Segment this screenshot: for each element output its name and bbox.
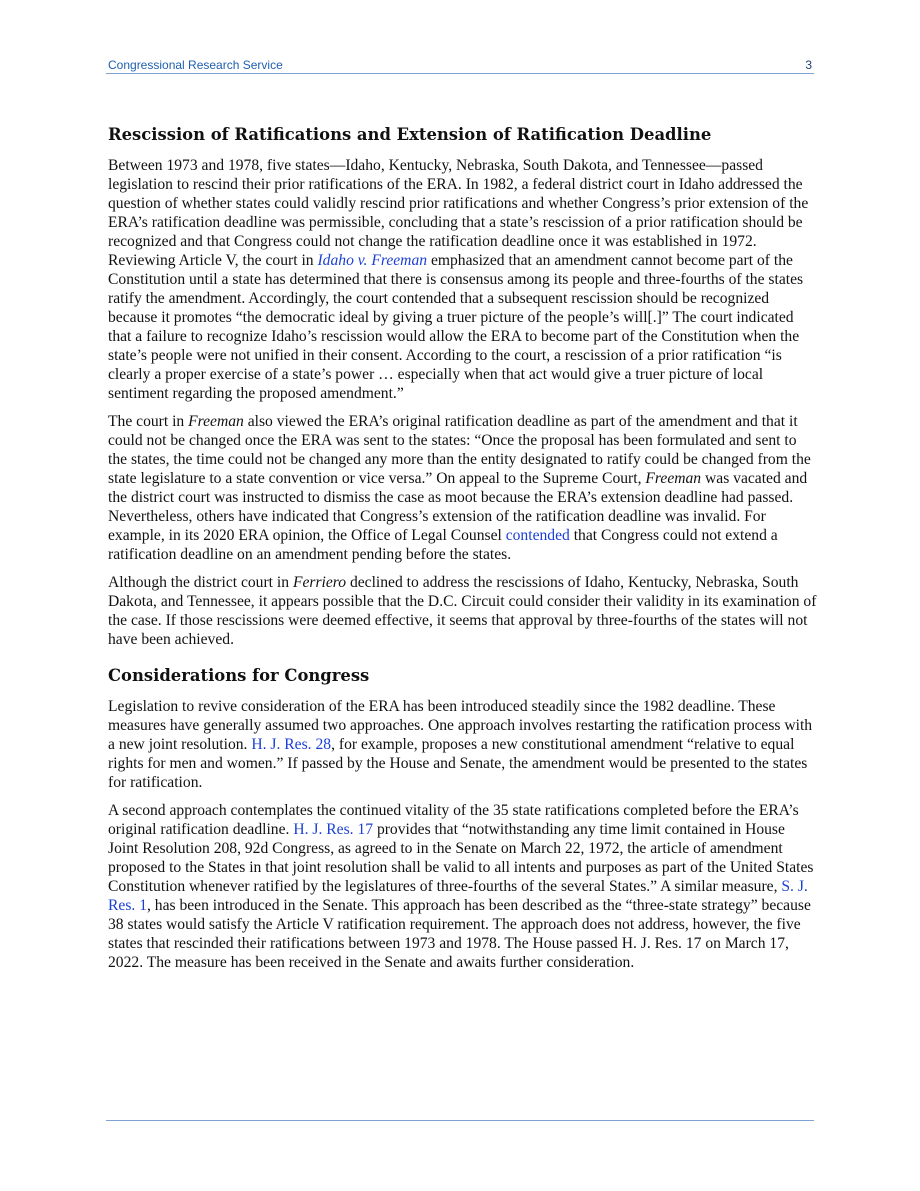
text-run: Between 1973 and 1978, five states—Idaho, Kentucky, Nebraska, South Dakota, and Tennessee—passed legislation to rescind their prior ratifications of the ERA. In 1982, a federal district court in Idaho addressed the question of whether states could validly rescind prior ratifications and whether Congress’s prior extension of the ERA’s ratification deadline was permissible, concluding that a state’s rescission of a prior ratification should be recognized and that Congress could not change the ratification deadline once it was established in 1972. Reviewing Article V, the court in	[108, 157, 809, 269]
link-hjres-28[interactable]: H. J. Res. 28	[251, 736, 332, 753]
page-number: 3	[805, 58, 812, 72]
text-run: A second approach contemplates the continued vitality of the 35 state ratifications completed before the ERA’s original ratification deadline.	[108, 802, 799, 838]
text-run: Legislation to revive consideration of the ERA has been introduced steadily since the 1982 deadline. These measures have generally assumed two approaches. One approach involves restarting the ratification process with a new joint resolution.	[108, 698, 813, 753]
link-sjres-1[interactable]: S. J. Res. 1	[108, 878, 808, 914]
text-run: that Congress could not extend a ratification deadline on an amendment pending before the states.	[108, 527, 778, 563]
paragraph	[108, 697, 818, 792]
link-idaho-v-freeman[interactable]	[317, 252, 427, 269]
header-organization: Congressional Research Service	[108, 58, 283, 72]
text-run: also viewed the ERA’s original ratification deadline as part of the amendment and that it could not be changed once the ERA was sent to the states: “Once the proposal has been formulated and sent to the states, the time could not be changed any more than the entity designated to ratify could be changed from the state legislature to a state convention or vice versa.” On appeal to the Supreme Court,	[108, 413, 811, 487]
text-run: provides that “notwithstanding any time limit contained in House Joint Resolution 208, 92d Congress, as agreed to in the Senate on March 22, 1972, the article of amendment proposed to the States in that joint resolution shall be valid to all intents and purposes as part of the United States Constitution whenever ratified by the legislatures of three-fourths of the several States.” A similar measure,	[108, 821, 814, 895]
section-heading-rescission: Rescission of Ratifications and Extension of Ratification Deadline	[108, 125, 712, 144]
paragraph	[108, 156, 818, 403]
link-contended[interactable]: contended	[505, 527, 570, 544]
text-run: , has been introduced in the Senate. This approach has been described as the “three-state strategy” because 38 states would satisfy the Article V ratification requirement. The approach does not address, however, the five states that rescinded their ratifications between 1973 and 1978. The House passed H. J. Res. 17 on March 17, 2022. The measure has been received in the Senate and awaits further consideration.	[108, 897, 811, 971]
case-name: Freeman	[645, 470, 702, 487]
text-run: Although the district court in	[108, 574, 293, 591]
link-text: Idaho v. Freeman	[317, 252, 428, 269]
text-run: emphasized that an amendment cannot become part of the Constitution until a state has determined that there is consensus among its people and three-fourths of the states ratify the amendment. Accordingly, the court contended that a subsequent rescission should be recognized because it promotes “the democratic ideal by giving a truer picture of the people’s will[.]” The court indicated that a failure to recognize Idaho’s rescission would allow the ERA to become part of the Constitution when the state’s people were not unified in their consent. According to the court, a rescission of a prior ratification “is clearly a proper exercise of a state’s power … especially when that act would give a truer picture of local sentiment regarding the proposed amendment.”	[108, 252, 804, 402]
text-run: declined to address the rescissions of Idaho, Kentucky, Nebraska, South Dakota, and Tennessee, it appears possible that the D.C. Circuit could consider their validity in its examination of the case. If those rescissions were deemed effective, it seems that approval by three-fourths of the states will not have been achieved.	[108, 574, 817, 648]
running-header	[108, 58, 814, 74]
footer-divider	[106, 1120, 814, 1121]
text-run: was vacated and the district court was instructed to dismiss the case as moot because the ERA’s extension deadline had passed. Nevertheless, others have indicated that Congress’s extension of the ratification deadline was invalid. For example, in its 2020 ERA opinion, the Office of Legal Counsel	[108, 470, 808, 544]
case-name: Freeman	[188, 413, 244, 430]
paragraph	[108, 801, 818, 972]
link-hjres-17[interactable]: H. J. Res. 17	[293, 821, 374, 838]
text-run: , for example, proposes a new constitutional amendment “relative to equal rights for men and women.” If passed by the House and Senate, the amendment would be presented to the states for ratification.	[108, 736, 808, 791]
paragraph	[108, 573, 818, 649]
paragraph	[108, 412, 818, 564]
case-name: Ferriero	[292, 574, 347, 591]
text-run: The court in	[108, 413, 189, 430]
header-divider	[106, 73, 814, 74]
page-body	[108, 124, 818, 981]
section-heading-considerations: Considerations for Congress	[108, 666, 370, 685]
